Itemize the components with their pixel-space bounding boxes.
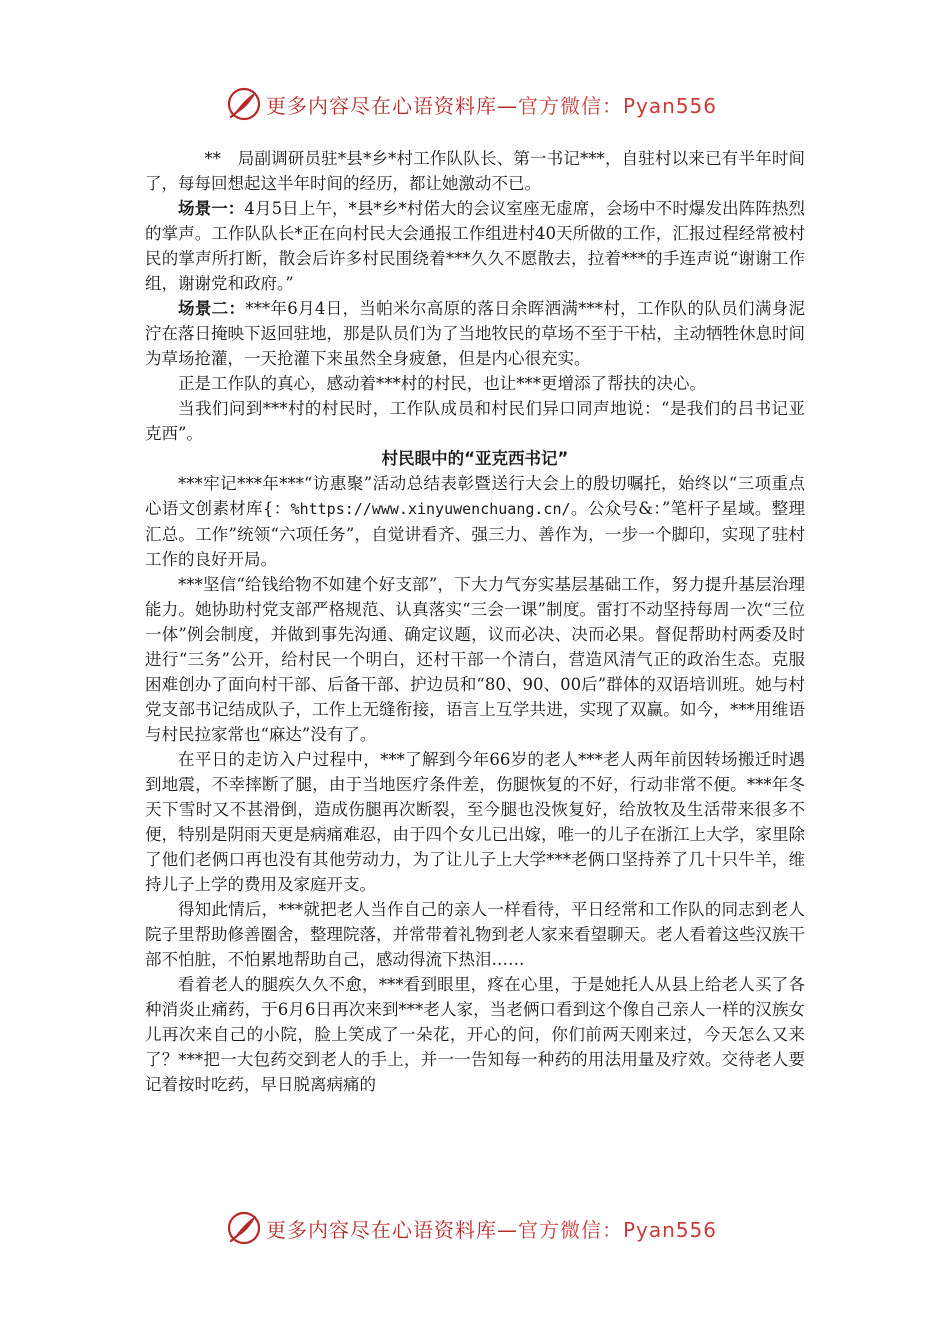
quill-pen-logo-icon (226, 86, 262, 122)
scene-one-paragraph (145, 196, 805, 296)
banner-text (266, 1214, 717, 1243)
party-branch-paragraph: ***坚信“给钱给物不如建个好支部”，下大力气夯实基层基础工作，努力提升基层治理能力。她协助村党支部严格规范、认真落实“三会一课”制度。雷打不动坚持每周一次“三位一体”例会制度，并做到事先沟通、确定议题，议而必决、决而必果。督促帮助村两委及时进行“三务”公开，给村民一个明白，还村干部一个清白，营造风清气正的政治生态。克服困难创办了面向村干部、后备干部、护边员和“80、90、00后”群体的双语培训班。她与村党支部书记结成队子，工作上无缝衔接，语言上互学共进，实现了双赢。如今，***用维语与村民拉家常也“麻达”没有了。 (145, 575, 805, 744)
scene-one-label: 场景一： (178, 199, 245, 218)
banner-dash: — (497, 1217, 518, 1242)
banner-text (266, 90, 717, 119)
banner-wechat-text: 官方微信：Pyan556 (518, 1217, 718, 1242)
scene-two-label: 场景二： (178, 299, 246, 318)
elderly-visit-paragraph: 在平日的走访入户过程中，***了解到今年66岁的老人***老人两年前因转场搬迁时遇到地震，不幸摔断了腿，由于当地医疗条件差，伤腿恢复的不好，行动非常不便。***年冬天下雪时又不甚滑倒，造成伤腿再次断裂，至今腿也没恢复好，给放牧及生活带来很多不便，特别是阴雨天更是病痛难忍，由于四个女儿已出嫁，唯一的儿子在浙江上大学，家里除了他们老俩口再也没有其他劳动力，为了让儿子上大学***老俩口坚持养了几十只牛羊，维持儿子上学的费用及家庭开支。 (145, 750, 805, 894)
medicine-paragraph: 看着老人的腿疾久久不愈，***看到眼里，疼在心里，于是她托人从县上给老人买了各种消炎止痛药，于6月6日再次来到***老人家，当老俩口看到这个像自己亲人一样的汉族女儿再次来自己的小院，脸上笑成了一朵花，开心的问，你们前两天刚来过，今天怎么又来了？***把一大包药交到老人的手上，并一一告知每一种药的用法用量及疗效。交待老人要记着按时吃药，早日脱离病痛的 (145, 975, 805, 1094)
banner-wechat-text: 官方微信：Pyan556 (518, 93, 718, 118)
intro-paragraph: ** 局副调研员驻*县*乡*村工作队队长、第一书记***，自驻村以来已有半年时间了，每每回想起这半年时间的经历，都让她激动不已。 (145, 149, 805, 193)
scene-one-text: 4月5日上午，*县*乡*村偌大的会议室座无虚席，会场中不时爆发出阵阵热烈的掌声。工作队队长*正在向村民大会通报工作组进村40天所做的工作，汇报过程经常被村民的掌声所打断，散会后许多村民围绕着***久久不愿散去，拉着***的手连声说“谢谢工作组，谢谢党和政府。” (145, 199, 806, 293)
villagers-quote-paragraph: 当我们问到***村的村民时，工作队成员和村民们异口同声地说：“是我们的吕书记亚克西”。 (145, 399, 805, 443)
helping-paragraph: 得知此情后，***就把老人当作自己的亲人一样看待，平日经常和工作队的同志到老人院子里帮助修善圈舍，整理院落，并常带着礼物到老人家来看望聊天。老人看着这些汉族干部不怕脏，不怕累地帮助自己，感动得流下热泪…… (145, 900, 805, 969)
mission-url: %https://www.xinyuwenchuang.cn/ (290, 500, 571, 518)
scene-two-paragraph (145, 296, 805, 371)
banner-site-text: 更多内容尽在心语资料库 (266, 1217, 497, 1242)
footer-watermark-banner (226, 1208, 717, 1248)
banner-site-text: 更多内容尽在心语资料库 (266, 93, 497, 118)
section-title: 村民眼中的“亚克西书记” (381, 449, 569, 468)
scene-two-text: ***年6月4日，当帕米尔高原的落日余晖洒满***村，工作队的队员们满身泥泞在落日掩映下返回驻地，那是队员们为了当地牧民的草场不至于干枯，主动牺牲休息时间为草场抢灌，一天抢灌下来虽然全身疲惫，但是内心很充实。 (145, 299, 806, 368)
article-body (145, 146, 805, 1097)
sincerity-paragraph: 正是工作队的真心，感动着***村的村民，也让***更增添了帮扶的决心。 (178, 374, 706, 393)
banner-dash: — (497, 93, 518, 118)
header-watermark-banner (226, 84, 717, 124)
quill-pen-logo-icon (226, 1210, 262, 1246)
mission-paragraph (145, 471, 805, 572)
mission-text-a: ***牢记***年***“访惠聚”活动总结表彰暨送行大会上的殷切嘱托，始终以“三项重点心语文创素材库{： (145, 474, 805, 518)
mission-text-b: 。公众号&：”笔杆子星域。整理汇总。工作”统领“六项任务”，自觉讲看齐、强三力、善作为，一步一个脚印，实现了驻村工作的良好开局。 (145, 499, 806, 569)
